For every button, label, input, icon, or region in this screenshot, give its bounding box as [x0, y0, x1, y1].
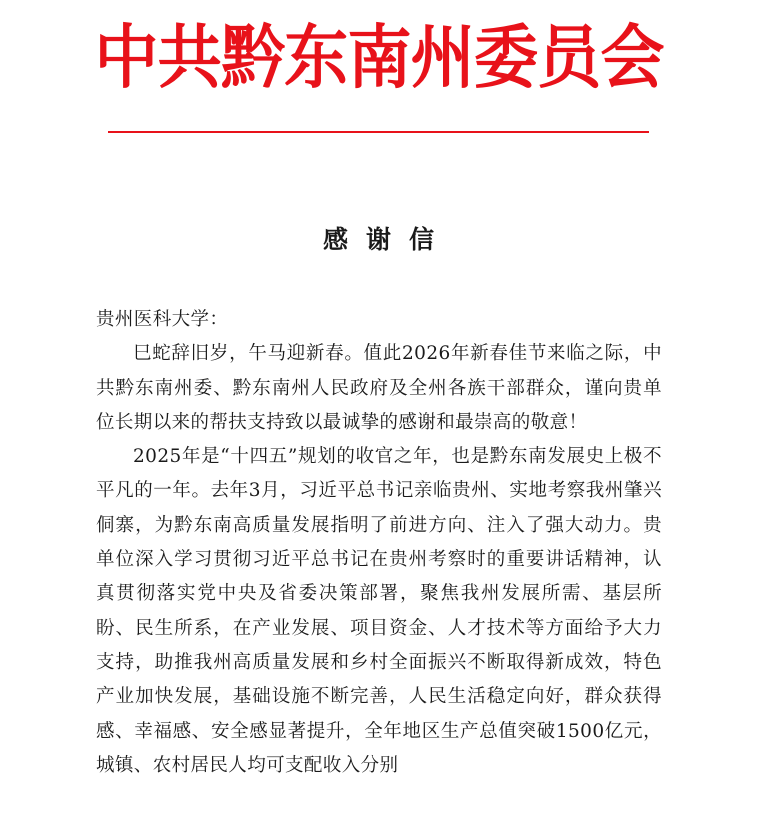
document-title: 感谢信 [322, 225, 452, 254]
letter-body [96, 303, 662, 783]
paragraph-1: 巳蛇辞旧岁，午马迎新春。值此2026年新春佳节来临之际，中共黔东南州委、黔东南州人民政府及全州各族干部群众，谨向贵单位长期以来的帮扶支持致以最诚挚的感谢和最崇高的敬意！ [96, 343, 662, 433]
org-name-title: 中共黔东南州委员会 [93, 18, 664, 98]
letterhead [0, 10, 757, 106]
red-divider-line [108, 131, 649, 133]
salutation: 贵州医科大学： [96, 309, 229, 330]
paragraph-2: 2025年是“十四五”规划的收官之年，也是黔东南发展史上极不平凡的一年。去年3月，习近平总书记亲临贵州、实地考察我州肇兴侗寨，为黔东南高质量发展指明了前进方向、注入了强大动力。贵单位深入学习贯彻习近平总书记在贵州考察时的重要讲话精神，认真贯彻落实党中央及省委决策部署，聚焦我州发展所需、基层所盼、民生所系，在产业发展、项目资金、人才技术等方面给予大力支持，助推我州高质量发展和乡村全面振兴不断取得新成效，特色产业加快发展，基础设施不断完善，人民生活稳定向好，群众获得感、幸福感、安全感显著提升，全年地区生产总值突破1500亿元，城镇、农村居民人均可支配收入分别 [96, 446, 662, 776]
